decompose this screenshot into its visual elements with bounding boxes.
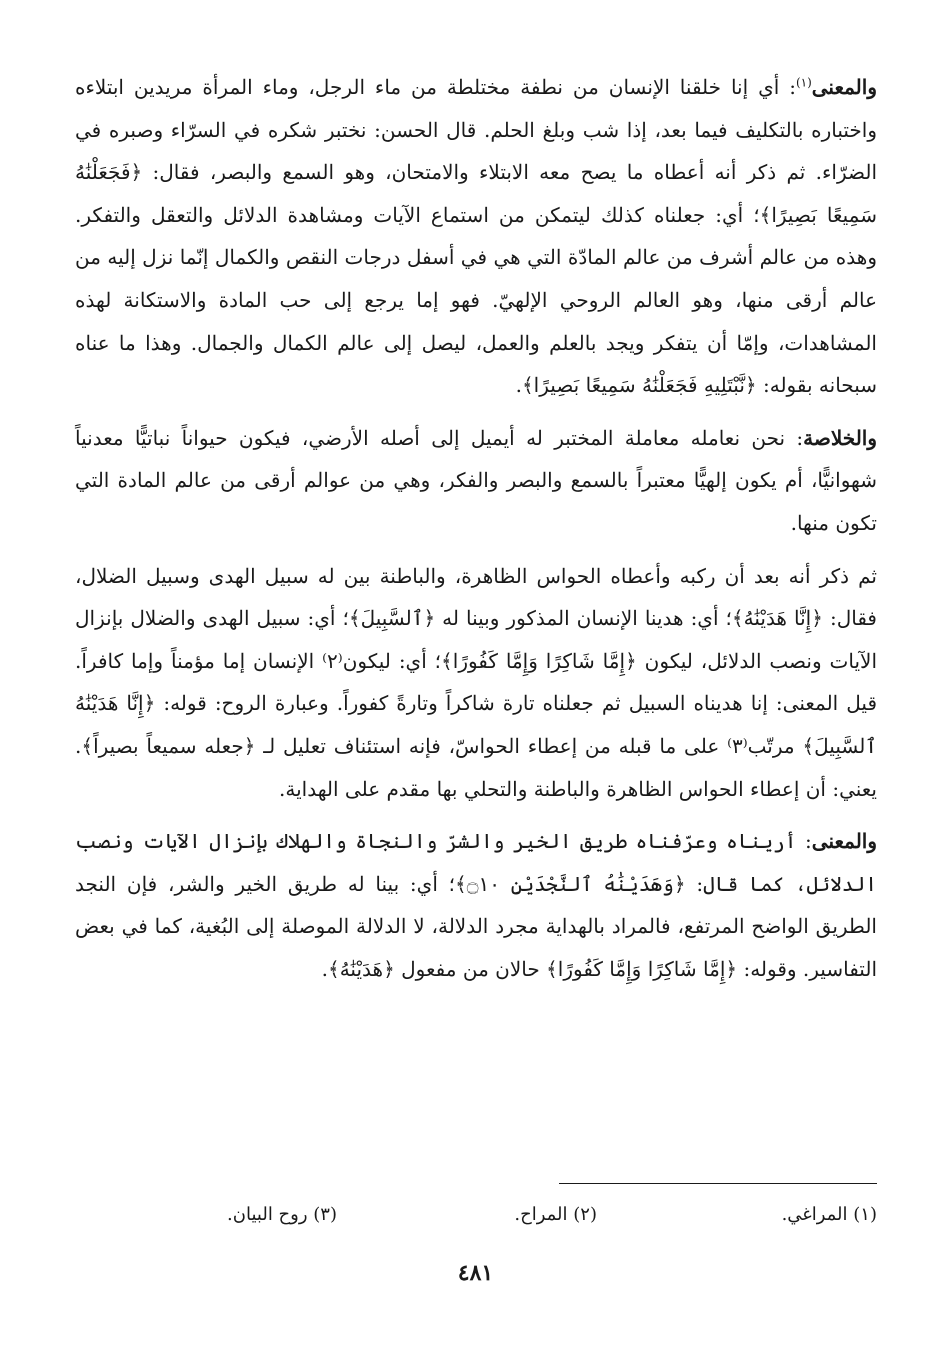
paragraph-2-lead: والخلاصة — [803, 425, 877, 450]
footnote-2: (٢) المراح. — [514, 1204, 597, 1225]
page-body — [75, 66, 877, 1000]
paragraph-2 — [75, 417, 877, 545]
footnote-divider — [559, 1183, 877, 1184]
footnote-3: (٣) روح البيان. — [227, 1204, 337, 1225]
paragraph-3-text: ثم ذكر أنه بعد أن ركبه وأعطاه الحواس الظاهرة، والباطنة بين له سبيل الهدى وسبيل الضلال، فقال: ﴿إِنَّا هَدَيْنَٰهُ﴾؛ أي: هدينا الإنسان المذكور وبينا له ﴿ٱلسَّبِيلَ﴾؛ أي: سبيل الهدى والضلال بإنزال الآيات ونصب الدلائل، ليكون ﴿إِمَّا شَاكِرًا وَإِمَّا كَفُورًا﴾؛ أي: ليكون⁽٢⁾ الإنسان إما مؤمناً وإما كافراً. قيل المعنى: إنا هديناه السبيل ثم جعلناه تارة شاكراً وتارةً كفوراً. وعبارة الروح: قوله: ﴿إِنَّا هَدَيْنَٰهُ ٱلسَّبِيلَ﴾ مرتّب⁽٣⁾ على ما قبله من إعطاء الحواسّ، فإنه استئناف تعليل لـ ﴿جعله سميعاً بصيراً﴾. يعني: أن إعطاء الحواس الظاهرة والباطنة والتحلي بها مقدم على الهداية. — [75, 563, 878, 801]
paragraph-1-footnote-ref: (١) — [795, 75, 812, 90]
page-number: ٤٨١ — [457, 1260, 494, 1286]
paragraph-2-text: : نحن نعامله معاملة المختبر له أيميل إلى أصله الأرضي، فيكون حيواناً نباتيًّا معدنياً شهوانيًّا، أم يكون إلهيًّا معتبراً بالسمع والبصر والفكر، وهي من عوالم أرقى من عالم المادة التي تكون منها. — [75, 425, 877, 535]
paragraph-1-text: : أي إنا خلقنا الإنسان من نطفة مختلطة من ماء الرجل، وماء المرأة مريدين ابتلاءه واختباره بالتكليف فيما بعد، إذا شب وبلغ الحلم. قال الحسن: نختبر شكره في السرّاء وصبره في الضرّاء. ثم ذكر أنه أعطاه ما يصح معه الابتلاء والامتحان، وهو السمع والبصر، فقال: ﴿فَجَعَلْنَٰهُ سَمِيعًا بَصِيرًا﴾؛ أي: جعلناه كذلك ليتمكن من استماع الآيات ومشاهدة الدلائل والتعقل والتفكر. وهذه من عالم أشرف من عالم المادّة التي هي في أسفل درجات النقص والكمال إنّما نزل إليه من عالم أرقى منها، وهو العالم الروحي الإلهيّ. فهو إما يرجع إلى حب المادة والاستكانة لهذه المشاهدات، وإمّا أن يتفكر ويجد بالعلم والعمل، ليصل إلى عالم الكمال والجمال. وهذا ما عناه سبحانه بقوله: ﴿نَّبْتَلِيهِ فَجَعَلْنَٰهُ سَمِيعًا بَصِيرًا﴾. — [75, 75, 877, 398]
footnotes — [75, 1200, 877, 1230]
paragraph-4 — [75, 820, 877, 990]
paragraph-4-lead: والمعنى — [811, 829, 878, 854]
paragraph-3 — [75, 555, 877, 811]
paragraph-4-text: : أريناه وعرّفناه طريق الخير والشرّ والنجاة والهلاك بإنزال الآيات ونصب الدلائل، كما قال: ﴿وَهَدَيْنَٰهُ ٱلنَّجْدَيْنِ ۝١٠﴾؛ أي: بينا له طريق الخير والشر، فإن النجد الطريق الواضح المرتفع، فالمراد بالهداية مجرد الدلالة، لا الدلالة الموصلة إلى البُغية، كما في بعض التفاسير. وقوله: ﴿إِمَّا شَاكِرًا وَإِمَّا كَفُورًا﴾ حالان من مفعول ﴿هَدَيْنَٰهُ﴾. — [75, 829, 877, 981]
paragraph-1 — [75, 66, 877, 407]
footnote-1: (١) المراغي. — [781, 1204, 877, 1225]
paragraph-1-lead: والمعنى — [811, 75, 877, 99]
